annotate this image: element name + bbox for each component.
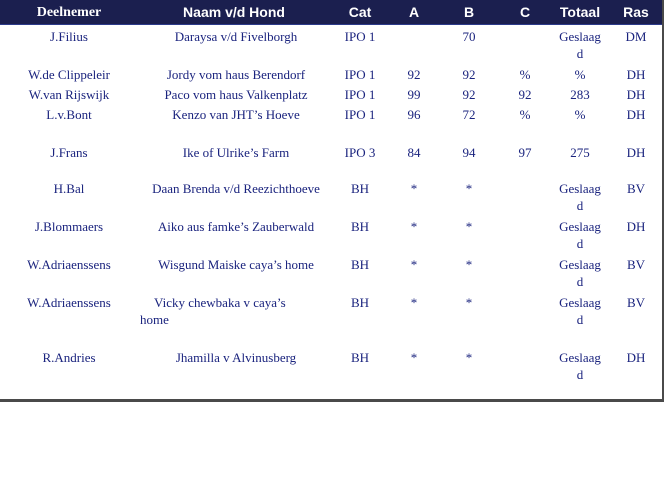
deelnemer-cell: W.de Clippeleir [28, 67, 110, 82]
cat-cell: IPO 3 [344, 145, 376, 160]
deelnemer-cell: H.Bal [53, 181, 85, 196]
score-b-cell: 92 [462, 67, 476, 82]
header-b: B [463, 4, 475, 20]
header-ras: Ras [623, 4, 649, 20]
deelnemer-cell: R.Andries [42, 350, 96, 365]
totaal-cell: % [574, 67, 586, 82]
cat-cell: BH [350, 350, 370, 365]
ras-cell: DH [626, 87, 646, 102]
cat-cell: IPO 1 [344, 107, 376, 122]
ras-cell: DH [626, 350, 646, 365]
score-a-cell: * [410, 181, 418, 196]
score-b-cell: 72 [462, 107, 476, 122]
totaal-cell: 283 [570, 87, 590, 102]
score-a-cell: 99 [407, 87, 421, 102]
cat-cell: IPO 1 [344, 29, 376, 44]
deelnemer-cell: J.Filius [50, 29, 88, 44]
score-a-cell: * [410, 219, 418, 234]
deelnemer-cell: L.v.Bont [46, 107, 92, 122]
ras-cell: DH [626, 219, 646, 234]
score-a-cell: 92 [407, 67, 421, 82]
hond-cell: Aiko aus famke’s Zauberwald [157, 219, 315, 234]
cat-cell: BH [350, 295, 370, 310]
deelnemer-cell: W.Adriaenssens [27, 295, 111, 310]
hond-cell: Ike of Ulrike’s Farm [182, 145, 290, 160]
ras-cell: DM [625, 29, 647, 44]
score-a-cell: * [410, 257, 418, 272]
hond-cell: Daraysa v/d Fivelborgh [174, 29, 298, 44]
score-a-cell: * [410, 350, 418, 365]
header-naam-hond: Naam v/d Hond [183, 4, 285, 20]
totaal-cell: Geslaagd [559, 181, 601, 213]
header-cat: Cat [348, 4, 372, 20]
score-b-cell: * [465, 350, 473, 365]
score-b-cell: 70 [462, 29, 476, 44]
score-b-cell: * [465, 181, 473, 196]
score-c-cell: % [519, 67, 531, 82]
totaal-cell: Geslaagd [559, 257, 601, 289]
totaal-cell: Geslaagd [559, 219, 601, 251]
score-c-cell: 97 [518, 145, 532, 160]
score-a-cell: * [410, 295, 418, 310]
score-b-cell: 94 [462, 145, 476, 160]
score-a-cell: 96 [407, 107, 421, 122]
ras-cell: BV [626, 295, 646, 310]
ras-cell: DH [626, 67, 646, 82]
header-totaal: Totaal [559, 4, 601, 20]
hond-cell: Kenzo van JHT’s Hoeve [172, 107, 300, 122]
cat-cell: BH [350, 219, 370, 234]
cat-cell: BH [350, 257, 370, 272]
ras-cell: BV [626, 181, 646, 196]
score-c-cell: % [519, 107, 531, 122]
score-b-cell: * [465, 295, 473, 310]
hond-cell: Daan Brenda v/d Reezichthoeve [152, 181, 320, 196]
cat-cell: BH [350, 181, 370, 196]
hond-cell: Jhamilla v Alvinusberg [175, 350, 297, 365]
ras-cell: DH [626, 145, 646, 160]
deelnemer-cell: W.van Rijswijk [28, 87, 110, 102]
totaal-cell: Geslaagd [559, 350, 601, 382]
header-a: A [408, 4, 420, 20]
totaal-cell: 275 [570, 145, 590, 160]
hond-cell: Vicky chewbaka v caya’s home [140, 295, 286, 327]
ras-cell: BV [626, 257, 646, 272]
score-c-cell: 92 [518, 87, 532, 102]
hond-cell: Wisgund Maiske caya’s home [158, 257, 314, 272]
score-b-cell: 92 [462, 87, 476, 102]
cat-cell: IPO 1 [344, 67, 376, 82]
totaal-cell: Geslaagd [559, 29, 601, 61]
header-deelnemer: Deelnemer [36, 5, 102, 20]
deelnemer-cell: W.Adriaenssens [27, 257, 111, 272]
score-b-cell: * [465, 257, 473, 272]
hond-cell: Jordy vom haus Berendorf [166, 67, 306, 82]
totaal-cell: % [574, 107, 586, 122]
deelnemer-cell: J.Frans [50, 145, 88, 160]
hond-cell: Paco vom haus Valkenplatz [164, 87, 308, 102]
table-header [0, 0, 662, 25]
score-b-cell: * [465, 219, 473, 234]
score-a-cell: 84 [407, 145, 421, 160]
cat-cell: IPO 1 [344, 87, 376, 102]
header-c: C [519, 4, 531, 20]
totaal-cell: Geslaagd [559, 295, 601, 327]
deelnemer-cell: J.Blommaers [34, 219, 104, 234]
ras-cell: DH [626, 107, 646, 122]
